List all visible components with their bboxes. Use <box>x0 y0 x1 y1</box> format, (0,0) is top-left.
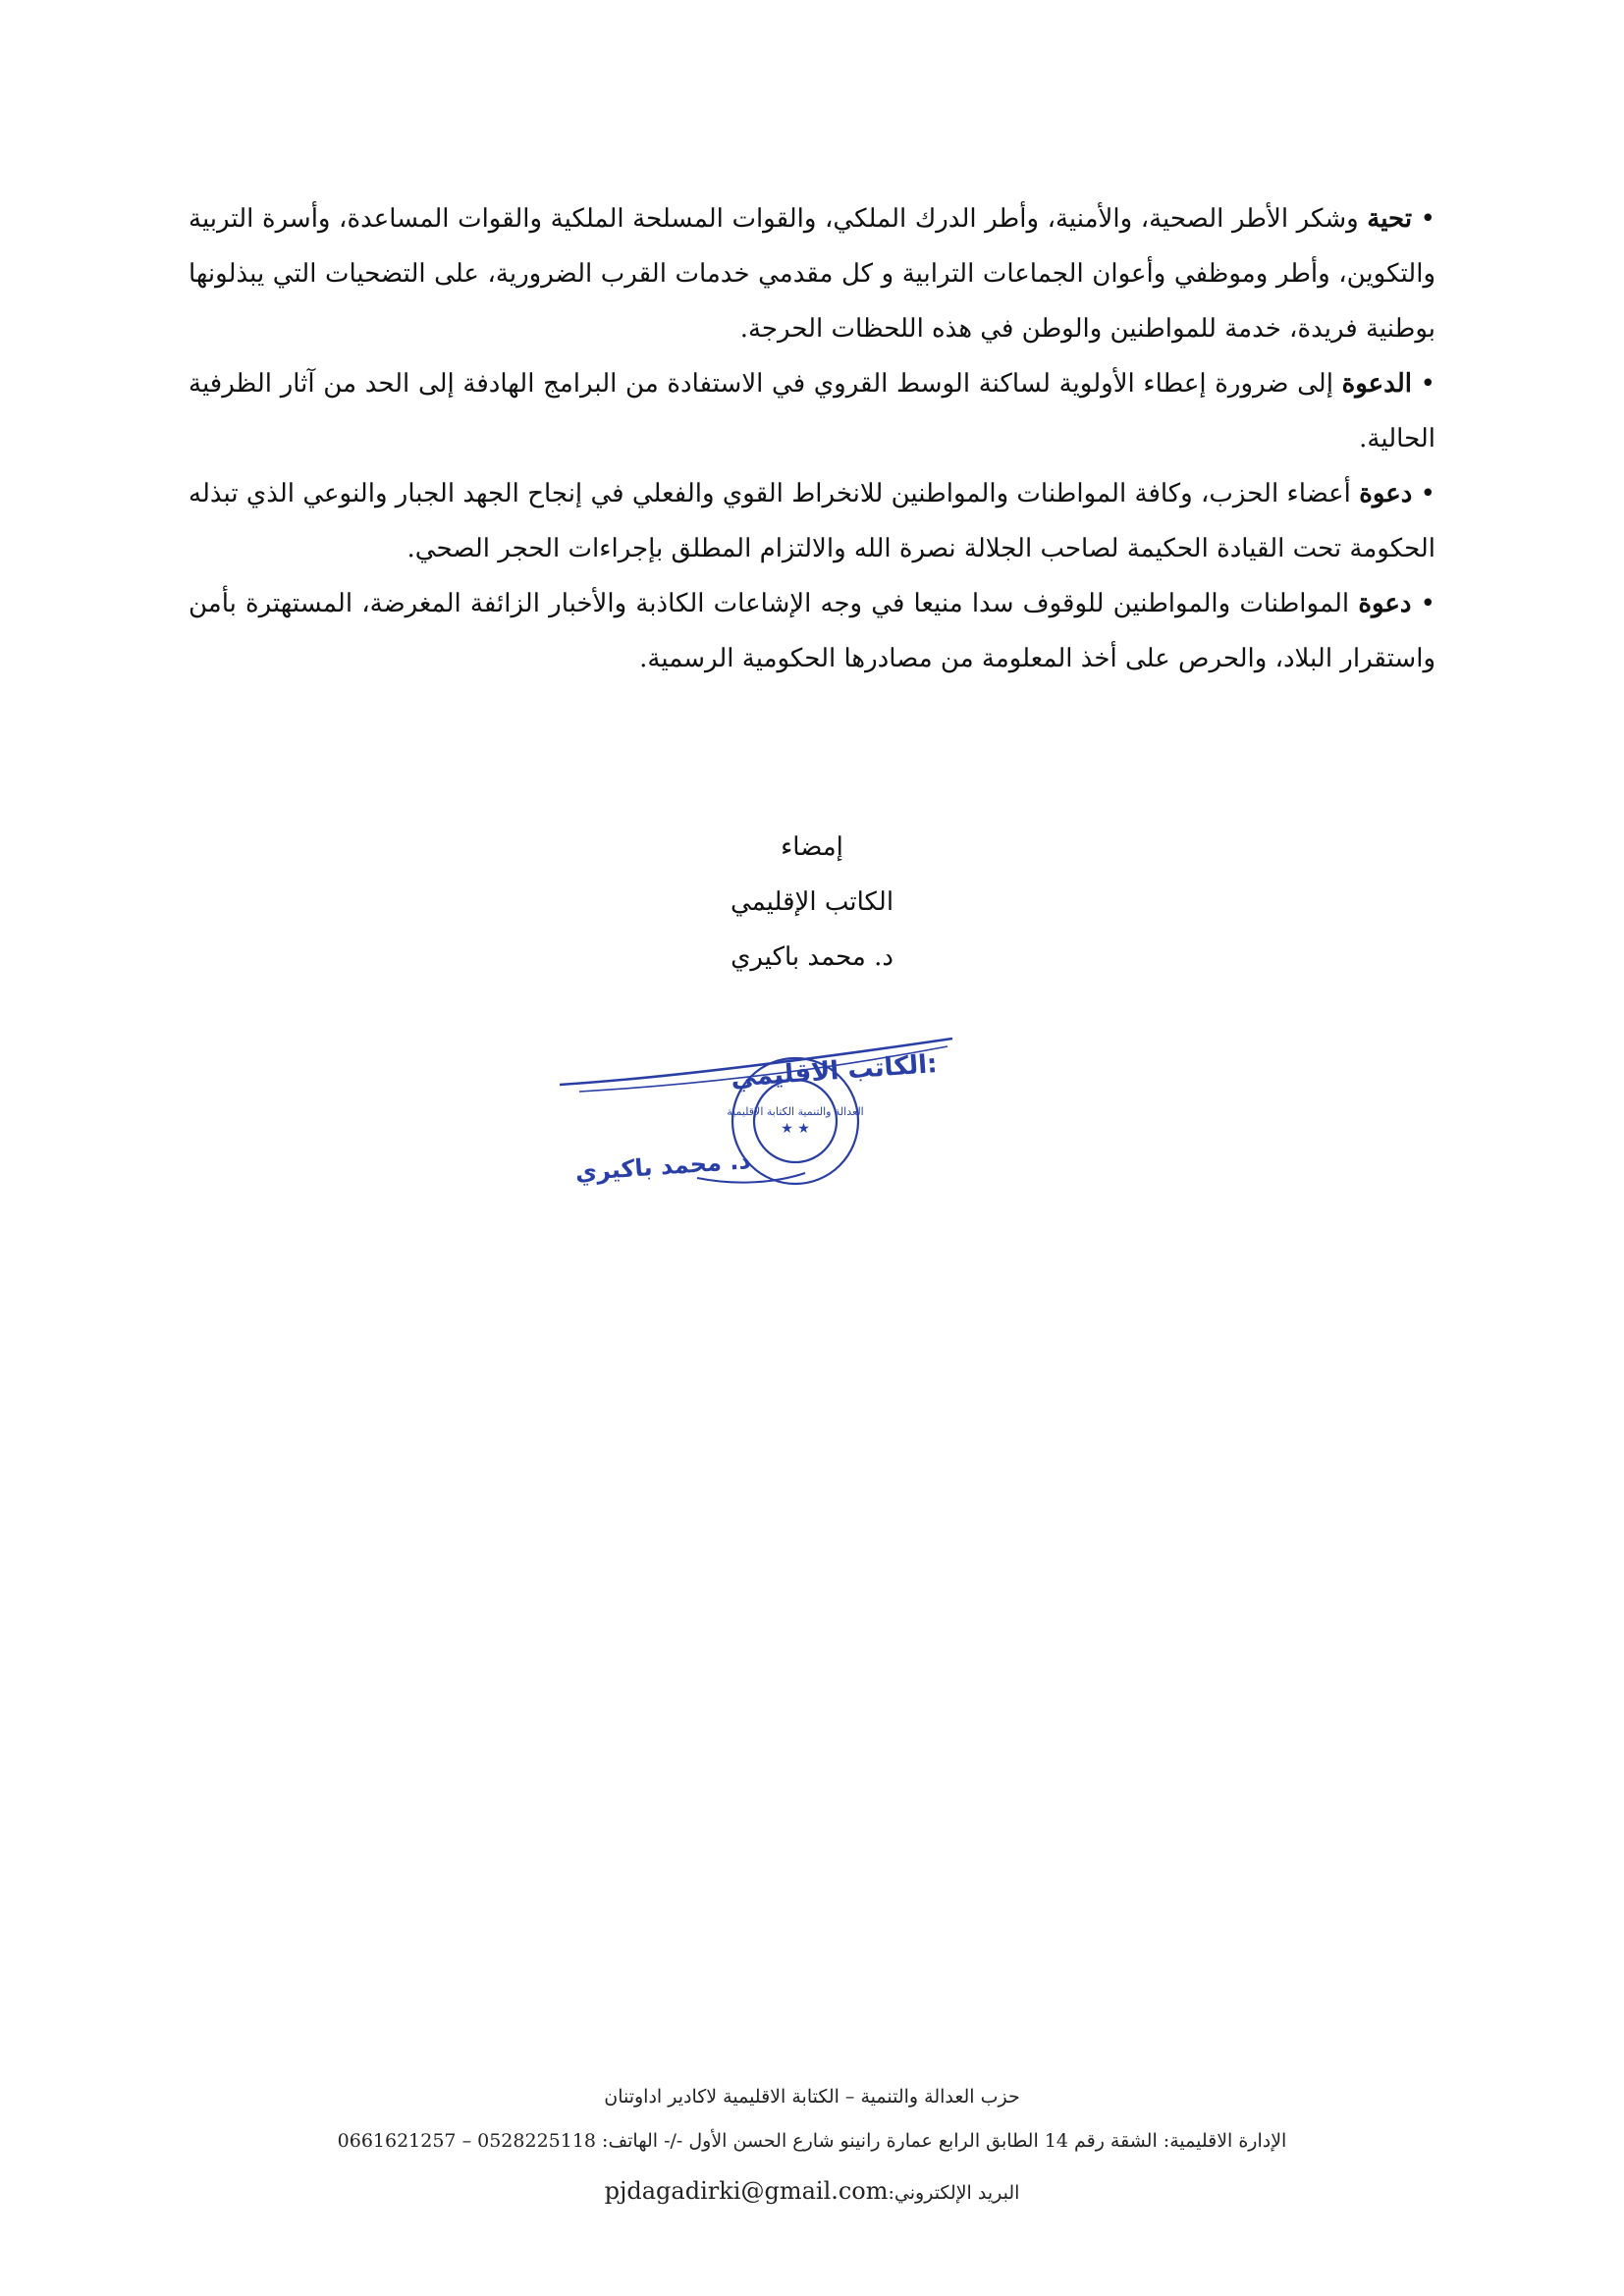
stamp-title: الكاتب الاقليمي: <box>730 1049 939 1094</box>
item-lead: الدعوة <box>1341 369 1412 399</box>
item-text: إلى ضرورة إعطاء الأولوية لساكنة الوسط القروي في الاستفادة من البرامج الهادفة إلى الحد من آثار الظرفية الحالية. <box>189 369 1435 454</box>
item-text: وشكر الأطر الصحية، والأمنية، وأطر الدرك الملكي، والقوات المسلحة الملكية والقوات المساعدة، وأسرة التربية والتكوين، وأطر وموظفي وأعوان الجماعات الترابية و كل مقدمي خدمات القرب الضرورية، على التضحيات التي يبذلونها بوطنية فريدة، خدمة للمواطنين والوطن في هذه اللحظات الحرجة. <box>189 204 1435 344</box>
signoff-name: د. محمد باكيري <box>731 942 893 972</box>
letter-body <box>189 191 1435 686</box>
item-text: المواطنات والمواطنين للوقوف سدا منيعا في وجه الإشاعات الكاذبة والأخبار الزائفة المغرضة، المستهترة بأمن واستقرار البلاد، والحرص على أخذ المعلومة من مصادرها الحكومية الرسمية. <box>189 589 1435 673</box>
bullet: • <box>1420 479 1436 508</box>
footer-email-line <box>0 2177 1624 2205</box>
list-item <box>189 191 1435 356</box>
seal-text: العدالة والتنمية الكتابة الإقليمية <box>727 1105 864 1118</box>
signature-stamp <box>550 1031 962 1207</box>
item-text: أعضاء الحزب، وكافة المواطنات والمواطنين للانخراط القوي والفعلي في إنجاح الجهد الجبار والنوعي الذي تبذله الحكومة تحت القيادة الحكيمة لصاحب الجلالة نصرة الله والالتزام المطلق بإجراءات الحجر الصحي. <box>189 479 1435 563</box>
item-lead: تحية <box>1367 204 1413 234</box>
list-item <box>189 576 1435 686</box>
list-item <box>189 356 1435 466</box>
item-lead: دعوة <box>1359 479 1413 508</box>
list-item <box>189 466 1435 576</box>
signoff-role: الكاتب الإقليمي <box>730 887 894 917</box>
footer-address: الإدارة الاقليمية: الشقة رقم 14 الطابق الرابع عمارة رانينو شارع الحسن الأول -/- الهاتف: 0528225118 – 0661621257 <box>337 2130 1287 2152</box>
stamp-name: د. محمد باكيري <box>573 1147 752 1187</box>
item-lead: دعوة <box>1358 589 1412 618</box>
footer-email-label: البريد الإلكتروني: <box>888 2182 1020 2204</box>
bullet: • <box>1420 369 1435 399</box>
footer-org: حزب العدالة والتنمية – الكتابة الاقليمية لاكادير اداوتنان <box>604 2086 1020 2108</box>
bullet: • <box>1420 589 1436 618</box>
seal-star-icon: ★ ★ <box>781 1121 810 1137</box>
signoff-label: إمضاء <box>781 832 843 862</box>
footer-email: pjdagadirki@gmail.com <box>604 2177 889 2205</box>
bullet: • <box>1420 204 1436 234</box>
